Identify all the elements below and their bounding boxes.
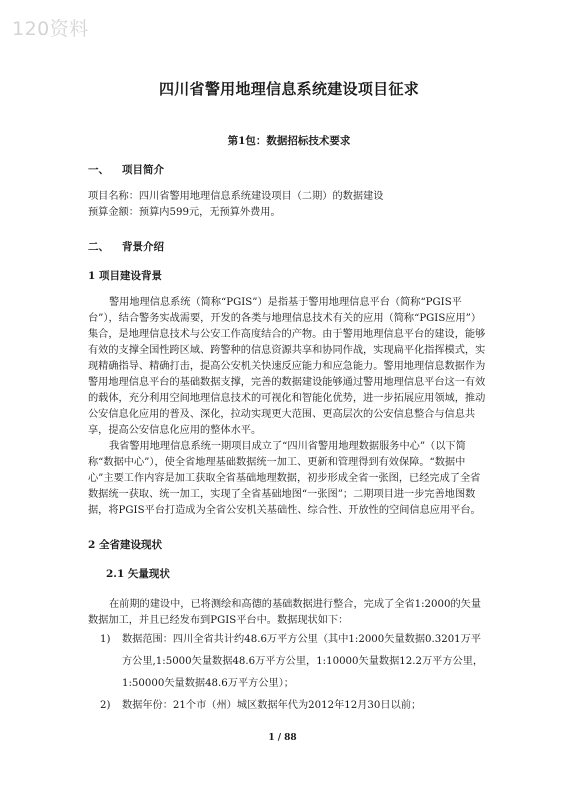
document-subtitle: 第1包：数据招标技术要求 (227, 135, 351, 147)
document-title: 四川省警用地理信息系统建设项目征求 (158, 80, 420, 98)
list-marker: 1) (100, 634, 111, 645)
vector-status-list (88, 629, 490, 717)
section-number: 一、 (88, 164, 109, 176)
list-item (88, 629, 490, 695)
budget-line: 预算金额：预算内599元，无预算外费用。 (88, 207, 281, 218)
page-footer (0, 733, 565, 743)
list-marker: 2) (100, 700, 111, 711)
section-heading-2 (88, 239, 490, 254)
document-body (88, 72, 490, 717)
subsection-heading-2-1: 2.1 矢量现状 (106, 568, 170, 580)
section-title: 项目简介 (122, 164, 164, 176)
section-heading-1 (88, 162, 490, 177)
paragraph-background-1: 警用地理信息系统（简称“PGIS”）是指基于警用地理信息平台（简称“PGIS平台”），结合警务实战需要，开发的各类与地理信息技术有关的应用（简称“PGIS应用”）集合，是地理信息技术与公安工作高度结合的产物。由于警用地理信息平台的建设，能够有效的支撑全国性跨区域、跨警种的信息资源共享和协同作战，实现扁平化指挥模式，实现精确指导、精确打击，提高公安机关快速反应能力和应急能力。警用地理信息数据作为警用地理信息平台的基础数据支撑，完善的数据建设能够通过警用地理信息平台这一有效的载体，充分利用空间地理信息技术的可视化和智能化优势，进一步拓展应用领域，推动公安信息化应用的普及、深化，拉动实现更大范围、更高层次的公安信息整合与信息共享，提高公安信息化应用的整体水平。 (88, 297, 486, 436)
list-item-text: 数据范围：四川全省共计约48.6万平方公里（其中1:2000矢量数据0.3201万平方公里,1:5000矢量数据48.6万平方公里，1:10000矢量数据12.2万平方公里，1:50000矢量数据48.6万平方公里）； (122, 634, 484, 689)
watermark-logo: 120资料 (12, 18, 89, 40)
project-name-line: 项目名称：四川省警用地理信息系统建设项目（二期）的数据建设 (88, 191, 384, 202)
paragraph-background-2: 我省警用地理信息系统一期项目成立了“四川省警用地理数据服务中心”（以下简称“数据中心”），使全省地理基础数据统一加工、更新和管理得到有效保障。“数据中心”主要工作内容是加工获取全省基础地理数据，初步形成全省一张图，已经完成了全省数据统一获取、统一加工，实现了全省基础地图“一张图”；二期项目进一步完善地图数据，将PGIS平台打造成为全省公安机关基础性、综合性、开放性的空间信息应用平台。 (88, 441, 481, 516)
list-item-text: 数据年份：21个市（州）城区数据年代为2012年12月30日以前； (122, 700, 422, 711)
subsection-heading-1: 1 项目建设背景 (88, 270, 162, 282)
page-separator: / (277, 733, 282, 743)
page-number: 1 (268, 733, 275, 743)
section-title: 背景介绍 (122, 241, 164, 253)
section-number: 二、 (88, 241, 109, 253)
paragraph-vector-status: 在前期的建设中，已将测绘和高德的基础数据进行整合，完成了全省1:2000的矢量数据加工，并且已经发布到PGIS平台中。数据现状如下： (88, 599, 482, 626)
list-item (88, 695, 490, 717)
page-total: 88 (284, 733, 297, 743)
subsection-heading-2: 2 全省建设现状 (88, 539, 162, 551)
